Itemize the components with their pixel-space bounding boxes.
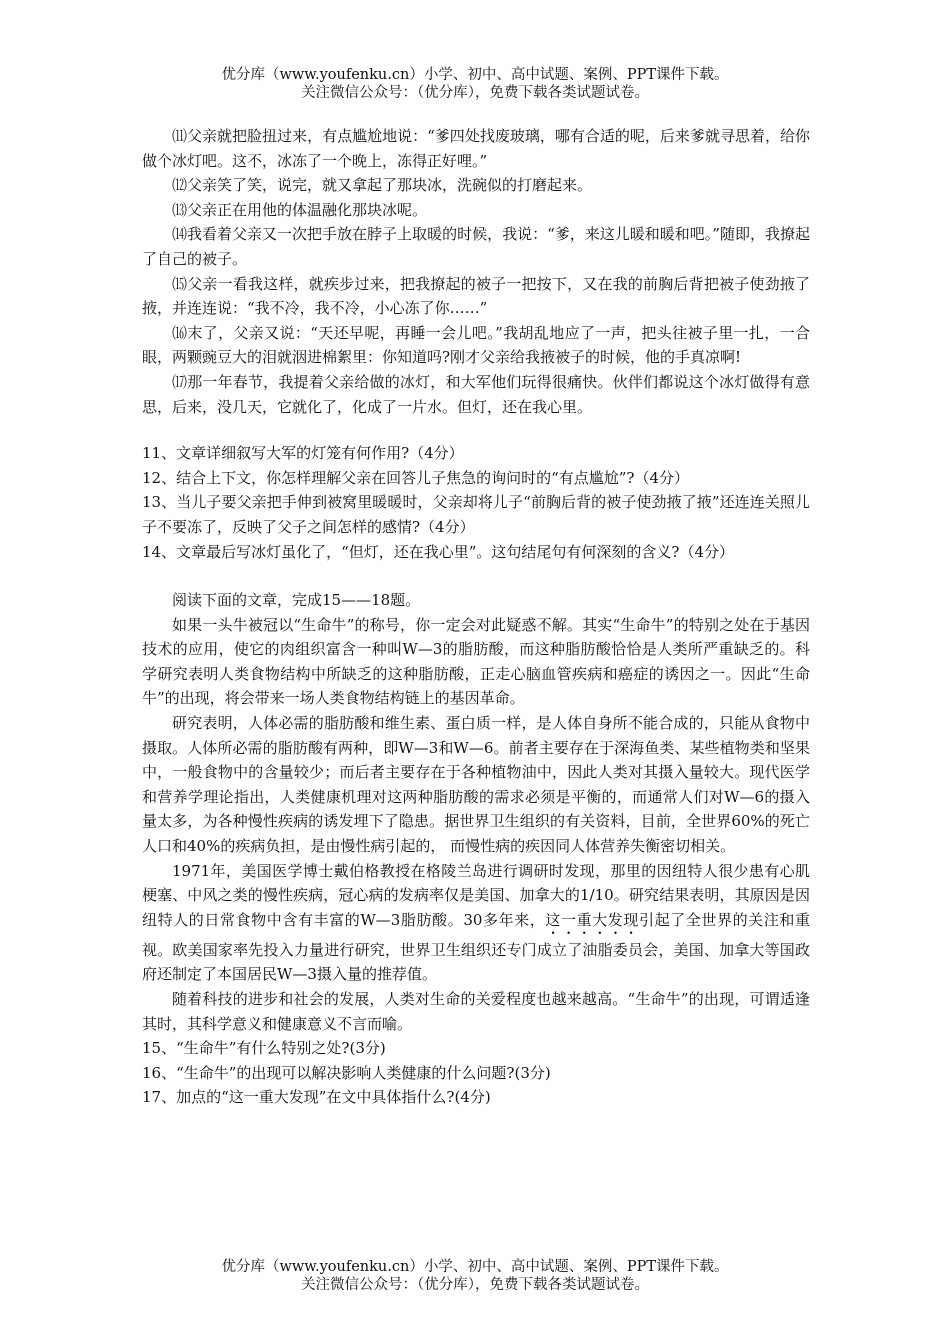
header-line-1: 优分库（www.youfenku.cn）小学、初中、高中试题、案例、PPT课件下载。 xyxy=(221,67,729,83)
footer-line-1: 优分库（www.youfenku.cn）小学、初中、高中试题、案例、PPT课件下载。 xyxy=(221,1259,729,1275)
question-16: 16、“生命牛”的出现可以解决影响人类健康的什么问题?(3分) xyxy=(142,1063,551,1082)
story-paragraph-16: ⒃末了，父亲又说：“天还早呢，再睡一会儿吧。”我胡乱地应了一声，把头往被子里一扎，一合眼，两颗豌豆大的泪就洇进棉絮里：你知道吗?刚才父亲给我掖被子的时候，他的手真凉啊! xyxy=(142,323,810,367)
story-paragraph-11: ⑾父亲就把脸扭过来，有点尴尬地说：“爹四处找废玻璃，哪有合适的呢，后来爹就寻思着，给你做个冰灯吧。这不，冰冻了一个晚上，冻得正好哩。” xyxy=(142,127,810,170)
question-14: 14、文章最后写冰灯虽化了，“但灯，还在我心里”。这句结尾句有何深刻的含义?（4分） xyxy=(142,542,735,561)
story-paragraph-17: ⒄那一年春节，我提着父亲给做的冰灯，和大军他们玩得很痛快。伙伴们都说这个冰灯做得有意思，后来，没几天，它就化了，化成了一片水。但灯，还在我心里。 xyxy=(142,372,810,416)
page-footer xyxy=(0,1258,950,1294)
story-paragraph-14: ⒁我看着父亲又一次把手放在脖子上取暖的时候，我说：“爹，来这儿暖和暖和吧。”随即，我撩起了自己的被子。 xyxy=(142,225,810,268)
story-paragraph-12: ⑿父亲笑了笑，说完，就又拿起了那块冰，洗碗似的打磨起来。 xyxy=(172,176,593,195)
question-13: 13、当儿子要父亲把手伸到被窝里暖暖时，父亲却将儿子“前胸后背的被子使劲掖了掖”还连连关照儿子不要冻了，反映了父子之间怎样的感情?（4分） xyxy=(142,493,810,536)
article-paragraph-2: 研究表明，人体必需的脂肪酸和维生素、蛋白质一样，是人体自身所不能合成的，只能从食物中摄取。人体所必需的脂肪酸有两种，即W—3和W—6。前者主要存在于深海鱼类、某些植物类和坚果中，一般食物中的含量较少；而后者主要存在于各种植物油中，因此人类对其摄入量较大。现代医学和营养学理论指出，人类健康机理对这两种脂肪酸的需求必须是平衡的，而通常人们对W—6的摄入量太多，为各种慢性疾病的诱发埋下了隐患。据世界卫生组织的有关资料，目前，全世界60%的死亡人口和40%的疾病负担，是由慢性病引起的， 而慢性病的疾因同人体营养失衡密切相关。 xyxy=(142,714,810,856)
question-12: 12、结合上下文，你怎样理解父亲在回答儿子焦急的询问时的“有点尴尬”?（4分） xyxy=(142,468,690,487)
article-paragraph-1: 如果一头牛被冠以“生命牛”的称号，你一定会对此疑惑不解。其实“生命牛”的特别之处在于基因技术的应用，使它的肉组织富含一种叫W—3的脂肪酸，而这种脂肪酸恰恰是人类所严重缺乏的。科学研究表明人类食物结构中所缺乏的这种脂肪酸，正走心脑血管疾病和癌症的诱因之一。因此“生命牛”的出现，将会带来一场人类食物结构链上的基因革命。 xyxy=(142,615,810,708)
article-paragraph-3-start: 1971年，美国医学博士戴伯格教授在格陵兰岛进行调研时发现，那里的因纽特人很少患有心肌梗塞、中风之类的慢性疾病，冠心病的发病率仅是美国、加拿大的1/10。研究结果表明，其原因是因纽特人的日常食物中含有丰富的W—3脂肪酸。30多年来， xyxy=(142,861,810,929)
footer-line-2: 关注微信公众号：（优分库），免费下载各类试题试卷。 xyxy=(301,1277,649,1293)
article-paragraph-3-end: 引起了全世界的关注和重视。欧美国家率先投入力量进行研究，世界卫生组织还专门成立了油脂委员会，美国、加拿大等国政府还制定了本国居民W—3摄入量的推荐值。 xyxy=(142,910,810,984)
question-17: 17、加点的“这一重大发现”在文中具体指什么?(4分) xyxy=(142,1088,491,1107)
page-header xyxy=(0,66,950,102)
question-11: 11、文章详细叙写大军的灯笼有何作用?（4分） xyxy=(142,444,464,463)
story-paragraph-15: ⒂父亲一看我这样，就疾步过来，把我撩起的被子一把按下，又在我的前胸后背把被子使劲掖了掖，并连连说：“我不冷，我不冷，小心冻了你……” xyxy=(142,274,810,318)
question-15: 15、“生命牛”有什么特别之处?(3分) xyxy=(142,1039,386,1058)
article-paragraph-4: 随着科技的进步和社会的发展，人类对生命的关爱程度也越来越高。“生命牛”的出现，可谓适逢其时，其科学意义和健康意义不言而喻。 xyxy=(142,990,810,1033)
article-paragraph-3 xyxy=(142,859,810,987)
story-paragraph-13: ⒀父亲正在用他的体温融化那块冰呢。 xyxy=(172,200,428,219)
reading-instruction: 阅读下面的文章，完成15——18题。 xyxy=(172,591,421,610)
page-content xyxy=(142,124,810,1110)
dotted-phrase: 这一重大发现 xyxy=(545,910,639,929)
header-line-2: 关注微信公众号：（优分库），免费下载各类试题试卷。 xyxy=(301,85,649,101)
spacer xyxy=(142,564,810,588)
spacer xyxy=(142,419,810,441)
